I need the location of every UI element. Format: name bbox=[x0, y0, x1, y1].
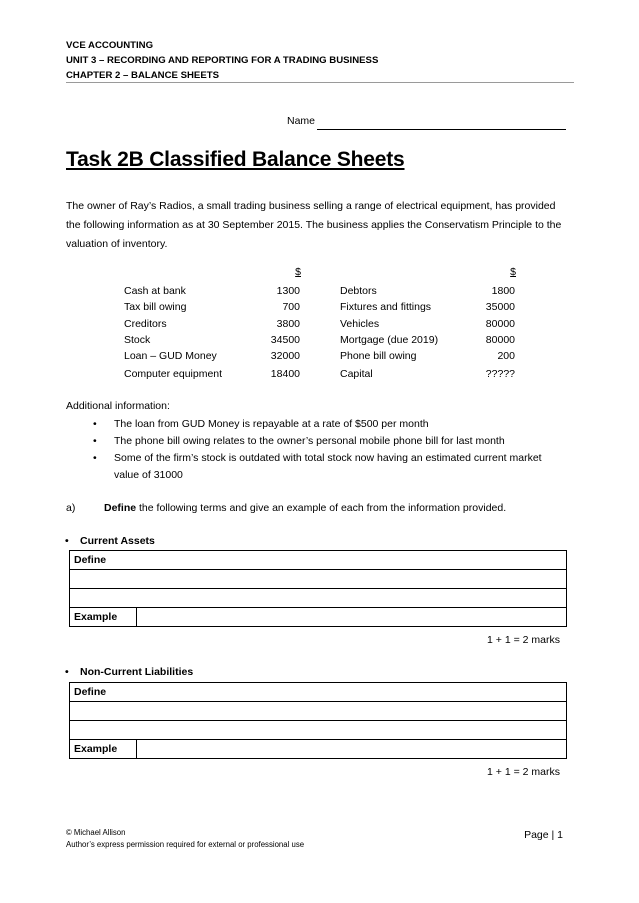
marks-allocation: 1 + 1 = 2 marks bbox=[487, 766, 560, 778]
bullet-icon: • bbox=[65, 535, 69, 547]
section-heading-non-current-liabilities: • Non-Current Liabilities bbox=[65, 666, 194, 678]
currency-header-right: $ bbox=[510, 266, 516, 278]
page-number: Page | 1 bbox=[524, 829, 563, 841]
intro-paragraph: The owner of Ray’s Radios, a small trading business selling a range of electrical equipment, has provided the following information as at 30 September 2015. The business applies the Conservatism Principle to the valuation of inventory. bbox=[66, 200, 562, 250]
answer-line[interactable] bbox=[70, 721, 567, 740]
figure-value: 34500 bbox=[270, 334, 300, 346]
list-item: • The loan from GUD Money is repayable at a rate of $500 per month bbox=[66, 416, 546, 433]
figure-label: Loan – GUD Money bbox=[124, 350, 217, 362]
figure-value: 80000 bbox=[485, 318, 515, 330]
figure-label: Capital bbox=[340, 368, 373, 380]
figure-label: Creditors bbox=[124, 318, 167, 330]
figure-value: 32000 bbox=[270, 350, 300, 362]
example-answer-cell[interactable] bbox=[137, 740, 567, 759]
figure-label: Vehicles bbox=[340, 318, 380, 330]
list-item: • Some of the firm’s stock is outdated with total stock now having an estimated current market value of 31000 bbox=[93, 452, 542, 481]
figure-value: 1800 bbox=[491, 285, 515, 297]
marks-allocation: 1 + 1 = 2 marks bbox=[487, 634, 560, 646]
footer-copyright bbox=[66, 827, 304, 851]
task-title: Task 2B Classified Balance Sheets bbox=[66, 148, 405, 171]
question-keyword: Define bbox=[104, 502, 137, 514]
header-line-unit: UNIT 3 – RECORDING AND REPORTING FOR A TRADING BUSINESS bbox=[66, 55, 379, 66]
answer-table-current-assets bbox=[69, 550, 567, 627]
bullet-icon: • bbox=[93, 435, 97, 447]
answer-line[interactable] bbox=[70, 702, 567, 721]
figure-value: 3800 bbox=[276, 318, 300, 330]
figure-label: Phone bill owing bbox=[340, 350, 417, 362]
question-text: the following terms and give an example of each from the information provided. bbox=[136, 502, 507, 514]
name-field-line[interactable] bbox=[317, 129, 566, 130]
figure-value: 200 bbox=[497, 350, 515, 362]
figure-value: 80000 bbox=[485, 334, 515, 346]
name-label: Name bbox=[287, 115, 316, 127]
currency-header-left: $ bbox=[295, 266, 301, 278]
figure-label: Mortgage (due 2019) bbox=[340, 334, 439, 346]
figure-label: Fixtures and fittings bbox=[340, 301, 432, 313]
section-heading-current-assets: • Current Assets bbox=[65, 535, 155, 547]
document-header bbox=[66, 38, 574, 83]
bullet-icon: • bbox=[93, 418, 97, 430]
header-divider bbox=[66, 82, 574, 83]
additional-info-list bbox=[66, 416, 546, 484]
example-answer-cell[interactable] bbox=[137, 608, 567, 627]
answer-line[interactable] bbox=[70, 570, 567, 589]
figure-label: Computer equipment bbox=[124, 368, 223, 380]
answer-table-non-current-liabilities bbox=[69, 682, 567, 759]
bullet-icon: • bbox=[93, 452, 97, 464]
figure-label: Tax bill owing bbox=[124, 301, 187, 313]
figure-label: Cash at bank bbox=[124, 285, 186, 297]
figure-value: 35000 bbox=[485, 301, 515, 313]
figure-value: 18400 bbox=[270, 368, 300, 380]
bullet-icon: • bbox=[65, 666, 69, 678]
figure-value: 700 bbox=[282, 301, 300, 313]
example-label: Example bbox=[70, 608, 137, 627]
example-label: Example bbox=[70, 740, 137, 759]
figure-value: ????? bbox=[485, 368, 515, 380]
additional-info-heading: Additional information: bbox=[66, 400, 170, 412]
header-line-subject: VCE ACCOUNTING bbox=[66, 40, 154, 51]
figure-label: Stock bbox=[124, 334, 151, 346]
answer-line[interactable] bbox=[70, 589, 567, 608]
define-label: Define bbox=[70, 683, 567, 702]
footer-permission: Author’s express permission required for external or professional use bbox=[66, 840, 305, 849]
header-line-chapter: CHAPTER 2 – BALANCE SHEETS bbox=[66, 70, 219, 81]
question-a bbox=[66, 502, 506, 514]
footer-author: © Michael Allison bbox=[66, 828, 126, 837]
figure-label: Debtors bbox=[340, 285, 377, 297]
figure-value: 1300 bbox=[276, 285, 300, 297]
question-label: a) bbox=[66, 502, 76, 514]
define-label: Define bbox=[70, 551, 567, 570]
list-item: • The phone bill owing relates to the owner’s personal mobile phone bill for last month bbox=[66, 433, 546, 450]
